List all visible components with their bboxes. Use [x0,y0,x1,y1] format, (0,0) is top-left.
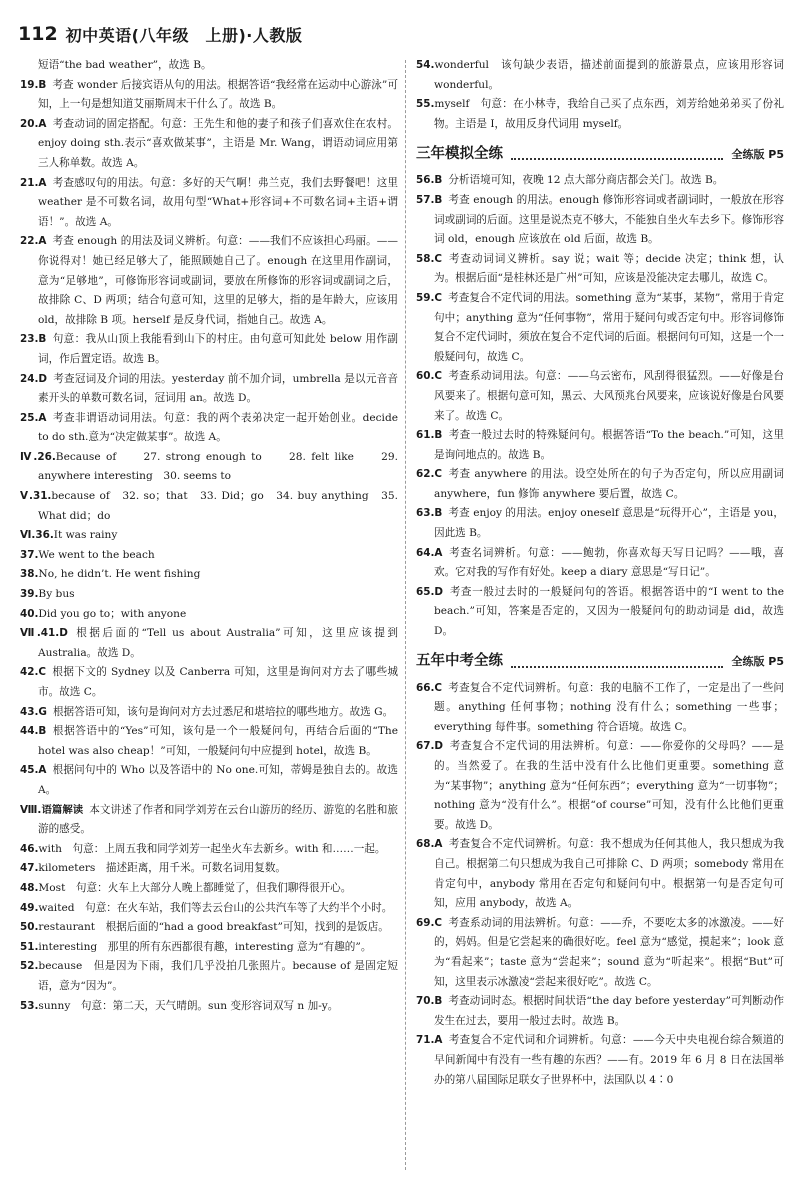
question-number: 59. [416,291,435,304]
answer-letter: 语篇解读 [41,803,84,816]
question-number: 58. [416,252,435,265]
question-number: 45. [20,764,39,777]
explanation-text: 本文讲述了作者和同学刘芳在云台山游历的经历、游览的名胜和旅游的感受。 [38,803,399,836]
explanation-text: interesting 那里的所有东西都很有趣，interesting 意为“有趣的”。 [38,940,372,953]
question-number: 49. [20,901,39,914]
answer-letter: B [434,995,443,1008]
question-number: 61. [416,429,435,442]
explanation-text: 考查复合不定代词和介词辨析。句意：——今天中央电视台综合频道的早间新闻中有没有一些有趣的东西？——有。2019 年 6 月 8 日在法国举办的第八届国际足联女子世界杯中，法国队以 4∶0 [434,1034,784,1086]
question-number: 62. [416,468,435,481]
answer-letter: A [434,546,443,559]
answer-entry [20,938,398,958]
answer-entry [20,840,398,860]
explanation-text: 分析语境可知，夜晚 12 点大部分商店都会关门。故选 B。 [448,174,724,187]
answer-entry [416,171,784,191]
answer-letter: B [434,174,443,187]
explanation-text: 短语“the bad weather”，故选 B。 [38,59,212,71]
explanation-text: sunny 句意：第二天，天气晴朗。sun 变形容词双写 n 加-y。 [38,999,339,1012]
answer-entry [20,801,398,840]
question-number: 60. [416,370,435,383]
page-number: 112 [18,23,58,45]
explanation-text: Most 句意：火车上大部分人晚上都睡觉了，但我们聊得很开心。 [38,881,352,894]
question-number: 38. [20,568,39,581]
explanation-text: It was rainy [53,529,118,542]
answer-entry [20,899,398,919]
answer-letter: A [434,1034,443,1047]
question-number: 51. [20,940,39,953]
answer-letter: D [434,585,444,598]
explanation-text: 根据答语可知，该句是询问对方去过悉尼和堪培拉的哪些地方。故选 G。 [52,705,394,718]
question-number: 64. [416,546,435,559]
answer-entry [20,997,398,1017]
explanation-text: 考查动词词义辨析。say 说；wait 等；decide 决定；think 想，认为。根据后面“是桂林还是广州”可知，应该是没能决定去哪儿，故选 C。 [434,252,784,285]
question-number: 53. [20,999,39,1012]
answer-entry [20,526,398,546]
left-column [20,56,398,1016]
answer-entry [20,115,398,174]
explanation-text: 根据下文的 Sydney 以及 Canberra 可知，这里是询问对方去了哪些城市。故选 C。 [38,666,398,698]
explanation-text: 考查一般过去时的特殊疑问句。根据答语“To the beach.”可知，这里是询问地点的。故选 B。 [434,429,784,461]
answer-letter: A [38,235,47,248]
explanation-text: 根据答语中的“Yes”可知，该句是一个一般疑问句，再结合后面的“The hotel was also cheap！”可知，一般疑问句中应提到 hotel，故选 B。 [38,725,398,757]
explanation-text: 考查动词时态。根据时间状语“the day before yesterday”可判断动作发生在过去，要用一般过去时。故选 B。 [434,995,784,1027]
answer-letter: B [434,507,443,520]
explanation-text: waited 句意：在火车站，我们等去云台山的公共汽车等了大约半个小时。 [38,901,393,914]
question-number: 50. [20,921,39,934]
answer-entry [20,918,398,938]
answer-letter: C [434,291,443,304]
answer-entry [20,957,398,996]
explanation-text: 考查感叹句的用法。句意：多好的天气啊！弗兰克，我们去野餐吧！这里 weather 是不可数名词，故用句型“What+形容词+不可数名词+主语+谓语！”。故选 A。 [38,176,398,228]
book-title: 初中英语(八年级 上册)·人教版 [65,25,303,45]
question-number: 68. [416,838,435,851]
question-number: Ⅴ.31. [20,490,52,503]
answer-entry [20,174,398,233]
section-tag: 全练版 P5 [731,654,784,668]
question-number: 23. [20,333,39,346]
explanation-text: 考查非谓语动词用法。句意：我的两个表弟决定一起开始创业。decide to do sth.意为“决定做某事”。故选 A。 [38,411,398,444]
question-number: 66. [416,681,435,694]
question-number: 54. [416,59,435,71]
answer-entry [416,914,784,992]
answer-entry [416,835,784,913]
answer-letter: C [38,666,47,679]
explanation-text: 考查名词辨析。句意：——鲍勃，你喜欢每天写日记吗？——哦，喜欢。它对我的写作有好处。keep a diary 意思是“写日记”。 [434,546,784,579]
right-column [416,56,784,1090]
answer-letter: B [38,333,47,346]
answer-letter: G [38,705,47,718]
explanation-text: 考查复合不定代词辨析。句意：我不想成为任何其他人，我只想成为我自己。根据第二句只想成为我自己可排除 C、D 两项；somebody 常用在肯定句中，anybody 常用在否定句和疑问句中。根据第一句是否定句可知，应用 anybody，故选 A。 [434,838,784,910]
question-number: 22. [20,235,39,248]
answer-letter: D [434,740,444,753]
answer-letter: B [434,429,443,442]
right-bottom-entries [416,679,784,1090]
answer-letter: A [434,838,443,851]
right-top-entries [416,56,784,134]
answer-entry [20,448,398,487]
question-number: 70. [416,995,435,1008]
explanation-text: restaurant 根据后面的“had a good breakfast”可知，找到的是饭店。 [38,921,389,934]
question-number: 21. [20,176,39,189]
answer-entry [416,56,784,95]
answer-entry [416,250,784,289]
answer-letter: D [38,372,48,385]
question-number: 57. [416,193,435,206]
question-number: 44. [20,725,39,738]
explanation-text: 考查系动词的用法辨析。句意：——乔，不要吃太多的冰激凌。——好的，妈妈。但是它尝起来的确很好吃。feel 意为“感觉，摸起来”；look 意为“看起来”；taste 意为“尝起来”；sound 意为“听起来”。根据“But”可知，这里表示冰激凌“尝起来很好吃”。故选 C。 [434,916,784,988]
answer-letter: B [38,725,47,738]
question-number: 19. [20,78,39,91]
answer-letter: C [434,370,443,383]
answer-letter: B [38,78,47,91]
answer-letter: A [38,117,47,130]
question-number: 63. [416,507,435,520]
answer-entry [416,95,784,134]
explanation-text: 根据后面的“Tell us about Australia”可知，这里应该提到 Australia。故选 D。 [38,627,398,659]
answer-entry [20,56,398,76]
explanation-text: because 但是因为下雨，我们几乎没拍几张照片。because of 是固定短语，意为“因为”。 [38,960,398,992]
explanation-text: 考查动词的固定搭配。句意：王先生和他的妻子和孩子们喜欢住在农村。enjoy doing sth.表示“喜欢做某事”，主语是 Mr. Wang，谓语动词应用第三人称单数。故选 A。 [38,117,398,169]
explanation-text: 考查复合不定代词的用法辨析。句意：——你爱你的父母吗？——是的。当然爱了。在我的生活中没有什么比他们更重要。something 意为“某事物”；anything 意为“任何东西”；everything 意为“一切事物”；nothing 意为“没有什么”。根据“of course”可知，没有什么比他们更重要。故选 D。 [434,740,784,831]
explanation-text: 考查 enjoy 的用法。enjoy oneself 意思是“玩得开心”，主语是 you，因此选 B。 [434,507,784,540]
explanation-text: because of 32. so；that 33. Did；go 34. buy anything 35. What did；do [38,490,398,522]
answer-entry [20,370,398,409]
explanation-text: with 句意：上周五我和同学刘芳一起坐火车去新乡。with 和……一起。 [38,842,386,855]
section-header-three-year [416,141,784,167]
answer-entry [20,722,398,761]
explanation-text: We went to the beach [38,548,155,561]
answer-entry [20,624,398,663]
question-number: 65. [416,585,435,598]
explanation-text: Because of 27. strong enough to 28. felt like 29. anywhere interesting 30. seems to [38,450,399,483]
explanation-text: 考查 enough 的用法。enough 修饰形容词或者副词时，一般放在形容词或副词的后面。这里是说杰克不够大，不能独自坐火车去乡下。修饰形容词 old，enough 应该放在 old 后面，故选 B。 [434,193,784,246]
question-number: 40. [20,607,39,620]
answer-entry [416,1031,784,1090]
question-number: 37. [20,548,39,561]
answer-entry [416,992,784,1031]
question-number: Ⅶ.41. [20,627,60,640]
answer-entry [20,761,398,800]
explanation-text: 考查冠词及介词的用法。yesterday 前不加介词，umbrella 是以元音音素开头的单数可数名词，冠词用 an。故选 D。 [38,372,398,405]
answer-entry [20,585,398,605]
answer-entry [416,583,784,642]
answer-entry [416,504,784,543]
dotted-leader [511,148,723,160]
answer-entry [20,703,398,723]
answer-entry [416,737,784,835]
answer-entry [20,605,398,625]
answer-letter: A [38,176,47,189]
explanation-text: 考查 anywhere 的用法。设空处所在的句子为否定句，所以应用副词 anywhere，fun 修饰 anywhere 要后置，故选 C。 [434,468,784,500]
answer-entry [20,330,398,369]
column-divider [405,60,406,1170]
answer-entry [416,465,784,504]
answer-entry [20,409,398,448]
question-number: 47. [20,862,39,875]
answer-entry [20,232,398,330]
page-header [18,14,302,54]
explanation-text: 句意：我从山顶上我能看到山下的村庄。由句意可知此处 below 用作副词，作后置定语。故选 B。 [38,333,398,365]
answer-entry [416,544,784,583]
answer-entry [20,859,398,879]
section-header-five-year [416,649,784,675]
question-number: Ⅵ.36. [20,529,54,542]
question-number: 69. [416,916,435,929]
answer-entry [20,879,398,899]
explanation-text: Did you go to；with anyone [38,607,187,620]
answer-entry [416,289,784,367]
question-number: 71. [416,1034,435,1047]
answer-letter: D [59,627,68,640]
question-number: 39. [20,588,39,601]
answer-letter: C [434,252,443,265]
question-number: 48. [20,881,39,894]
question-number: Ⅷ. [20,803,42,816]
question-number: 24. [20,372,39,385]
answer-entry [20,546,398,566]
explanation-text: 考查 wonder 后接宾语从句的用法。根据答语“我经常在运动中心游泳”可知，上一句是想知道艾丽斯周末干什么了。故选 B。 [38,78,398,111]
answer-letter: C [434,468,443,481]
question-number: 43. [20,705,39,718]
explanation-text: 考查 enough 的用法及词义辨析。句意：——我们不应该担心玛丽。——你说得对！她已经足够大了，能照顾她自己了。enough 在这里用作副词，意为“足够地”，可修饰形容词或副词，要放在所修饰的形容词或副词之后，故排除 C、D 两项；结合句意可知，这里的足够大，指的是年龄大，应该用 old，故排除 B 项。herself 是反身代词，指她自己。故选 A。 [38,235,398,326]
explanation-text: No, he didn’t. He went fishing [38,568,201,581]
explanation-text: By bus [38,588,75,601]
answer-letter: A [38,411,47,424]
explanation-text: 考查复合不定代词辨析。句意：我的电脑不工作了，一定是出了一些问题。anything 任何事物；nothing 没有什么；something 一些事；everything 每件事。something 符合语境。故选 C。 [434,681,784,733]
answer-letter: C [434,681,443,694]
answer-entry [416,426,784,465]
explanation-text: kilometers 描述距离，用千米。可数名词用复数。 [38,862,287,875]
question-number: 42. [20,666,39,679]
answer-entry [20,487,398,526]
explanation-text: wonderful 该句缺少表语，描述前面提到的旅游景点，应该用形容词 wonderful。 [434,59,784,91]
answer-entry [416,191,784,250]
explanation-text: 考查系动词用法。句意：——乌云密布，风刮得很猛烈。——好像是台风要来了。根据句意可知，黑云、大风预兆台风要来，应该说好像是台风要来了。故选 C。 [434,370,784,422]
explanation-text: myself 句意：在小林寺，我给自己买了点东西，刘芳给她弟弟买了份礼物。主语是 I，故用反身代词用 myself。 [434,98,784,130]
section-tag: 全练版 P5 [731,147,784,161]
explanation-text: 考查一般过去时的一般疑问句的答语。根据答语中的“I went to the beach.”可知，答案是否定的，又因为一般疑问句的助动词是 did，故选 D。 [434,585,784,638]
answer-entry [416,679,784,738]
question-number: 56. [416,174,435,187]
answer-entry [20,565,398,585]
question-number: 20. [20,117,39,130]
section-title: 三年模拟全练 [416,145,503,162]
question-number: 46. [20,842,39,855]
answer-entry [20,76,398,115]
answer-entry [416,367,784,426]
answer-letter: B [434,193,443,206]
question-number: 55. [416,98,435,111]
question-number: Ⅳ.26. [20,450,56,463]
right-mid-entries [416,171,784,641]
question-number: 67. [416,740,435,753]
question-number: 52. [20,960,39,973]
dotted-leader [511,656,723,668]
question-number: 25. [20,411,39,424]
explanation-text: 根据问句中的 Who 以及答语中的 No one.可知，蒂姆是独自去的。故选 A。 [38,764,398,796]
section-title: 五年中考全练 [416,652,503,669]
answer-letter: A [38,764,47,777]
answer-letter: C [434,916,443,929]
answer-entry [20,663,398,702]
explanation-text: 考查复合不定代词的用法。something 意为“某事，某物”，常用于肯定句中；anything 意为“任何事物”，常用于疑问句或否定句中。形容词修饰复合不定代词时，须放在复合不定代词的后面。根据问句可知，这是一个一般疑问句，故选 C。 [434,291,784,363]
